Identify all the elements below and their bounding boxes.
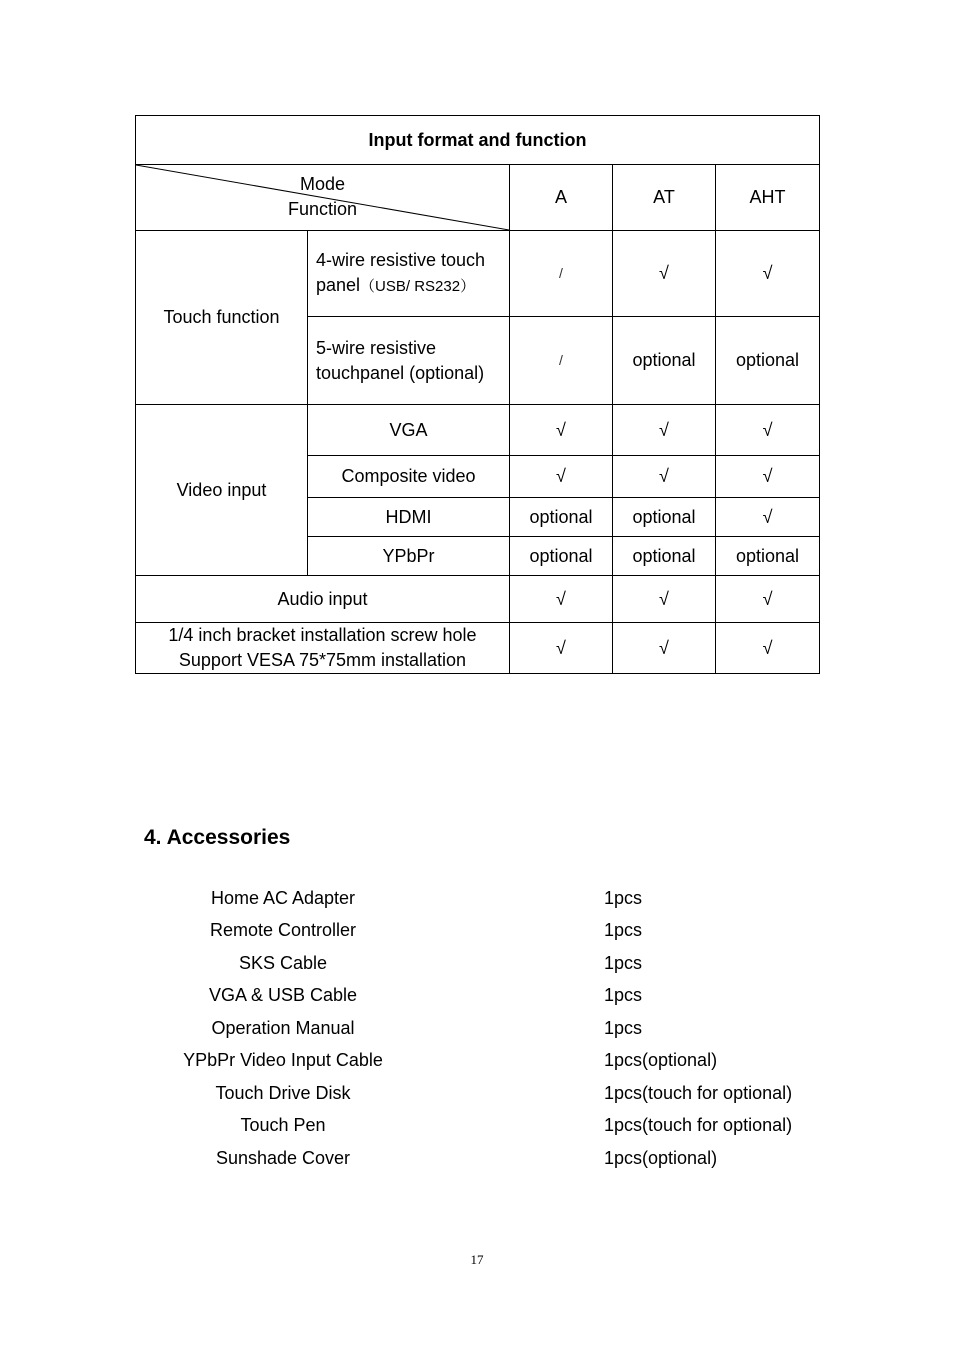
audio-input-label: Audio input [136,576,510,623]
five-wire-a: / [510,317,613,405]
audio-a: √ [510,576,613,623]
table-row [136,576,820,623]
hdmi-a: optional [510,498,613,537]
function-label: Function [287,199,358,219]
list-item [0,1115,954,1147]
table-row [136,231,820,317]
composite-at: √ [613,456,716,498]
video-input-group: Video input [136,405,308,576]
bracket-aht: √ [716,623,820,674]
bracket-a: √ [510,623,613,674]
accessory-qty: 1pcs(optional) [604,1050,718,1070]
touch-function-group: Touch function [136,231,308,405]
list-item [0,1083,954,1115]
accessory-qty: 1pcs [604,985,643,1005]
accessory-qty: 1pcs [604,953,643,973]
list-item [0,1018,954,1050]
five-wire-at: optional [613,317,716,405]
table-header-row [136,165,820,231]
four-wire-label-paren: （USB/ RS232） [360,278,476,295]
accessory-name: SKS Cable [238,953,328,973]
list-item [0,985,954,1017]
composite-aht: √ [716,456,820,498]
input-format-table [135,115,820,674]
accessory-qty: 1pcs [604,920,643,940]
ypbpr-label: YPbPr [308,537,510,576]
mode-function-diagonal-cell [136,165,510,231]
mode-label: Mode [299,174,346,194]
accessory-qty: 1pcs(touch for optional) [604,1115,793,1135]
accessory-name: Touch Pen [240,1115,326,1135]
four-wire-a: / [510,231,613,317]
vga-at: √ [613,405,716,456]
accessory-name: VGA & USB Cable [208,985,358,1005]
five-wire-label: 5-wire resistive touchpanel (optional) [308,317,510,405]
accessory-name: Sunshade Cover [215,1148,351,1168]
composite-a: √ [510,456,613,498]
four-wire-at: √ [613,231,716,317]
column-aht-header: AHT [716,165,820,231]
list-item [0,953,954,985]
four-wire-label [308,231,510,317]
table-row [136,405,820,456]
composite-label: Composite video [308,456,510,498]
bracket-line-2: Support VESA 75*75mm installation [178,650,467,670]
accessory-name: Touch Drive Disk [215,1083,351,1103]
hdmi-at: optional [613,498,716,537]
table-title: Input format and function [136,116,820,165]
hdmi-aht: √ [716,498,820,537]
five-wire-aht: optional [716,317,820,405]
four-wire-aht: √ [716,231,820,317]
table-title-row [136,116,820,165]
vga-a: √ [510,405,613,456]
accessory-qty: 1pcs [604,888,643,908]
accessory-qty: 1pcs(optional) [604,1148,718,1168]
vga-label: VGA [308,405,510,456]
ypbpr-a: optional [510,537,613,576]
accessory-name: YPbPr Video Input Cable [183,1050,383,1070]
page-number: 17 [470,1252,484,1267]
column-at-header: AT [613,165,716,231]
bracket-at: √ [613,623,716,674]
column-a-header: A [510,165,613,231]
four-wire-label-main: 4-wire resistive touch panel [316,250,486,295]
ypbpr-aht: optional [716,537,820,576]
accessory-name: Home AC Adapter [210,888,356,908]
accessory-qty: 1pcs [604,1018,643,1038]
list-item [0,888,954,920]
hdmi-label: HDMI [308,498,510,537]
accessory-name: Operation Manual [211,1018,355,1038]
bracket-line-1: 1/4 inch bracket installation screw hole [168,625,477,645]
accessory-qty: 1pcs(touch for optional) [604,1083,793,1103]
list-item [0,920,954,952]
accessory-name: Remote Controller [209,920,357,940]
list-item [0,1050,954,1082]
table-row [136,623,820,674]
vga-aht: √ [716,405,820,456]
accessories-heading: 4. Accessories [144,826,291,849]
audio-aht: √ [716,576,820,623]
bracket-label [136,623,510,674]
list-item [0,1148,954,1180]
audio-at: √ [613,576,716,623]
ypbpr-at: optional [613,537,716,576]
